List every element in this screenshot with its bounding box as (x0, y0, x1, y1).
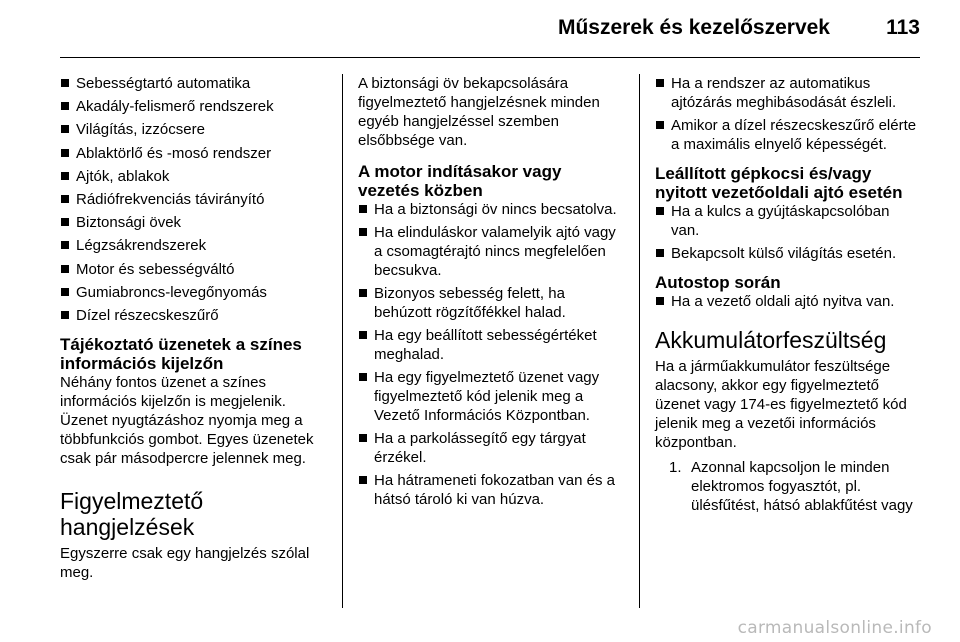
list-item: Ha a kulcs a gyújtáskapcsolóban van. (655, 202, 921, 240)
numbered-list (655, 458, 921, 515)
item-number: 1. (669, 459, 682, 476)
section-heading: Autostop során (655, 273, 781, 292)
topic-list (60, 74, 326, 325)
condition-list (655, 74, 921, 154)
list-item: Motor és sebességváltó (60, 260, 326, 279)
list-item: Ha egy beállított sebességértéket meghalad. (358, 326, 624, 364)
section-heading: Leállított gépkocsi és/vagy nyitott vezetőoldali ajtó esetén (655, 164, 903, 202)
body-paragraph: Ha a járműakkumulátor feszültsége alacsony, akkor egy figyelmeztető üzenet vagy 174-es figyelmeztető kód jelenik meg a vezetői információs központban. (655, 358, 907, 451)
list-item: Ajtók, ablakok (60, 167, 326, 186)
section-title: Figyelmeztető hangjelzések (60, 487, 204, 540)
condition-list (655, 202, 921, 263)
list-item: Sebességtartó automatika (60, 74, 326, 93)
list-item: Amikor a dízel részecskeszűrő elérte a maximális elnyelő képességét. (655, 116, 921, 154)
item-text: Azonnal kapcsoljon le minden elektromos fogyasztót, pl. ülésfűtést, hátsó ablakfűtést vagy (691, 459, 913, 514)
column-1 (60, 74, 326, 582)
list-item: Légzsákrendszerek (60, 236, 326, 255)
list-item: Dízel részecskeszűrő (60, 306, 326, 325)
column-3 (655, 74, 921, 515)
section-heading: Tájékoztató üzenetek a színes információs kijelzőn (60, 334, 302, 373)
body-paragraph: Néhány fontos üzenet a színes információs kijelzőn is megjelenik. Üzenet nyugtázáshoz nyomja meg a többfunkciós gombot. Egyes üzenetek csak pár másodpercre jelennek meg. (60, 373, 314, 467)
list-item: Gumiabroncs-levegőnyomás (60, 283, 326, 302)
list-item: Ha hátrameneti fokozatban van és a hátsó tároló ki van húzva. (358, 471, 624, 509)
list-item: Bizonyos sebesség felett, ha behúzott rögzítőfékkel halad. (358, 284, 624, 322)
list-item: Ha elinduláskor valamelyik ajtó vagy a csomagtérajtó nincs megfelelően becsukva. (358, 223, 624, 280)
list-item: Biztonsági övek (60, 213, 326, 232)
page-header-title: Műszerek és kezelőszervek (557, 16, 830, 39)
watermark: carmanualsonline.info (737, 618, 932, 638)
header-divider (60, 57, 920, 58)
column-2 (358, 74, 624, 513)
section-heading: A motor indításakor vagy vezetés közben (358, 162, 562, 200)
list-item: Bekapcsolt külső világítás esetén. (655, 244, 921, 263)
list-item: Ha a vezető oldali ajtó nyitva van. (655, 292, 921, 311)
column-divider-1 (342, 74, 343, 608)
body-paragraph: Egyszerre csak egy hangjelzés szólal meg. (60, 544, 310, 581)
list-item: Rádiófrekvenciás távirányító (60, 190, 326, 209)
column-divider-2 (639, 74, 640, 608)
list-item: Ha a rendszer az automatikus ajtózárás meghibásodását észleli. (655, 74, 921, 112)
list-item: Ha a biztonsági öv nincs becsatolva. (358, 200, 624, 219)
body-paragraph: A biztonsági öv bekapcsolására figyelmeztető hangjelzésnek minden egyéb hangjelzéssel szemben elsőbbsége van. (358, 75, 600, 149)
list-item: Ha a parkolássegítő egy tárgyat érzékel. (358, 429, 624, 467)
condition-list (358, 200, 624, 509)
list-item (655, 458, 921, 515)
page-number: 113 (886, 16, 920, 39)
list-item: Világítás, izzócsere (60, 120, 326, 139)
list-item: Ablaktörlő és -mosó rendszer (60, 144, 326, 163)
condition-list (655, 292, 921, 311)
section-title: Akkumulátorfeszültség (655, 327, 887, 353)
list-item: Akadály-felismerő rendszerek (60, 97, 326, 116)
list-item: Ha egy figyelmeztető üzenet vagy figyelmeztető kód jelenik meg a Vezető Információs Központban. (358, 368, 624, 425)
